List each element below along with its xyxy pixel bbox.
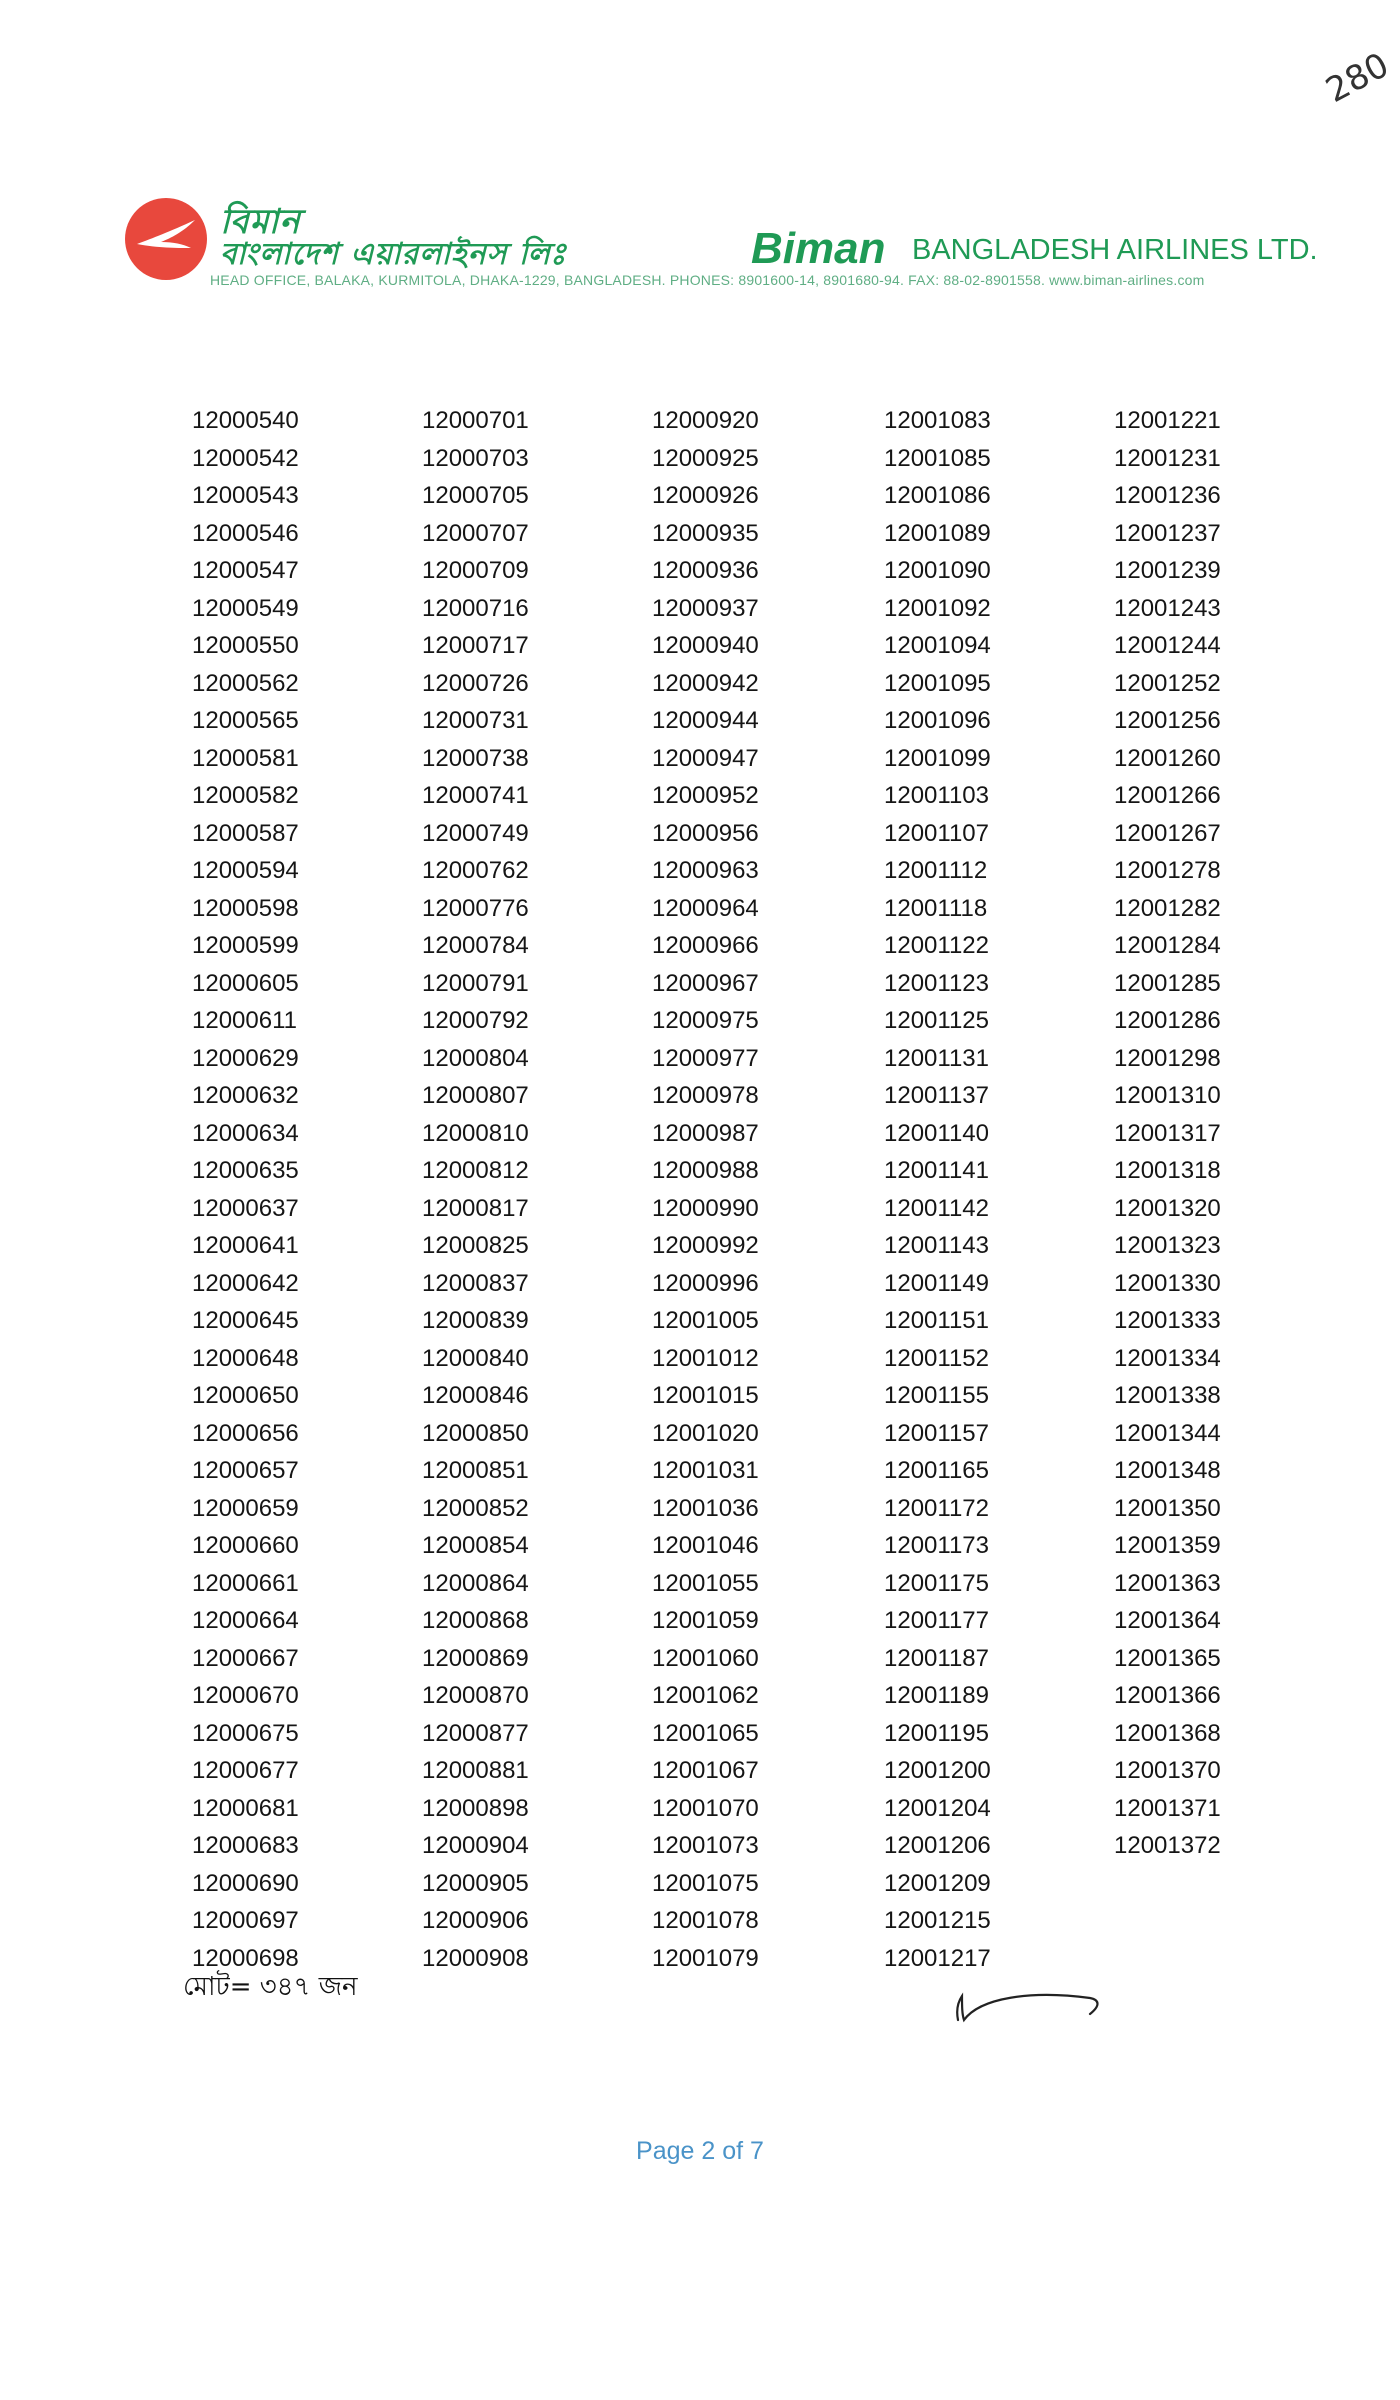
id-number: 12000791	[422, 969, 529, 997]
id-number: 12001122	[884, 932, 989, 959]
id-number: 12001107	[884, 819, 989, 847]
id-number: 12000543	[192, 482, 299, 509]
id-number: 12000698	[192, 1944, 299, 1972]
id-number: 12001344	[1114, 1419, 1221, 1447]
id-number: 12000731	[422, 707, 529, 734]
id-number: 12001149	[884, 1269, 989, 1297]
id-number: 12001200	[884, 1757, 991, 1784]
id-number: 12000717	[422, 632, 529, 659]
id-number: 12001067	[652, 1757, 759, 1784]
id-number: 12000642	[192, 1269, 299, 1297]
id-number: 12000792	[422, 1007, 529, 1034]
id-number: 12000988	[652, 1157, 759, 1184]
id-number: 12000776	[422, 894, 529, 922]
id-number: 12000956	[652, 819, 759, 847]
biman-logo-icon	[125, 198, 207, 280]
id-number: 12000677	[192, 1757, 299, 1784]
id-number: 12001209	[884, 1869, 991, 1897]
id-number: 12001260	[1114, 744, 1221, 772]
id-number: 12001092	[884, 594, 991, 622]
id-number: 12001318	[1114, 1157, 1221, 1184]
id-number: 12001157	[884, 1419, 989, 1447]
id-number: 12001231	[1114, 444, 1221, 472]
id-number: 12000846	[422, 1382, 529, 1409]
id-number: 12001046	[652, 1532, 759, 1559]
id-number: 12000947	[652, 744, 759, 772]
id-number: 12001285	[1114, 969, 1221, 997]
id-number: 12001036	[652, 1494, 759, 1522]
id-number: 12000701	[422, 407, 529, 434]
id-number: 12000707	[422, 519, 529, 547]
id-number: 12001206	[884, 1832, 991, 1859]
id-number: 12001359	[1114, 1532, 1221, 1559]
id-number: 12000996	[652, 1269, 759, 1297]
id-number: 12000920	[652, 407, 759, 434]
id-number: 12000547	[192, 557, 299, 584]
id-number: 12000935	[652, 519, 759, 547]
id-number: 12001172	[884, 1494, 989, 1522]
id-number: 12001317	[1114, 1119, 1221, 1147]
head-office-address: HEAD OFFICE, BALAKA, KURMITOLA, DHAKA-1229, BANGLADESH. PHONES: 8901600-14, 8901680-94. FAX: 88-02-8901558. www.biman-airlines.com	[210, 272, 1205, 288]
id-number: 12001078	[652, 1907, 759, 1934]
id-number: 12001173	[884, 1532, 989, 1559]
id-number: 12000648	[192, 1344, 299, 1372]
id-number: 12001112	[884, 857, 988, 884]
id-number: 12000837	[422, 1269, 529, 1297]
id-number: 12001089	[884, 519, 991, 547]
id-number: 12001348	[1114, 1457, 1221, 1484]
id-number: 12001195	[884, 1719, 989, 1747]
id-number: 12001177	[884, 1607, 989, 1634]
id-number: 12000975	[652, 1007, 759, 1034]
id-number: 12001065	[652, 1719, 759, 1747]
id-number: 12000637	[192, 1194, 299, 1222]
id-number: 12001086	[884, 482, 991, 509]
id-number: 12001256	[1114, 707, 1221, 734]
id-number: 12000812	[422, 1157, 529, 1184]
id-number: 12001267	[1114, 819, 1221, 847]
id-number: 12000944	[652, 707, 759, 734]
id-number: 12000966	[652, 932, 759, 959]
id-number: 12000987	[652, 1119, 759, 1147]
id-number: 12001244	[1114, 632, 1221, 659]
id-number: 12001075	[652, 1869, 759, 1897]
id-number: 12000817	[422, 1194, 529, 1222]
id-number: 12001370	[1114, 1757, 1221, 1784]
id-number: 12000937	[652, 594, 759, 622]
id-number: 12000705	[422, 482, 529, 509]
id-number: 12001152	[884, 1344, 989, 1372]
id-number: 12000690	[192, 1869, 299, 1897]
id-number: 12000908	[422, 1944, 529, 1972]
id-number: 12001215	[884, 1907, 991, 1934]
id-number: 12001095	[884, 669, 991, 697]
id-number: 12000675	[192, 1719, 299, 1747]
id-number: 12000660	[192, 1532, 299, 1559]
id-number: 12000870	[422, 1682, 529, 1709]
id-number: 12000992	[652, 1232, 759, 1259]
id-number: 12001175	[884, 1569, 989, 1597]
id-number: 12001371	[1114, 1794, 1221, 1822]
id-number: 12000851	[422, 1457, 529, 1484]
id-number: 12000716	[422, 594, 529, 622]
id-column-2	[422, 402, 622, 1977]
signature	[940, 1980, 1110, 2035]
id-number: 12000565	[192, 707, 299, 734]
id-number: 12000546	[192, 519, 299, 547]
id-number: 12001252	[1114, 669, 1221, 697]
id-number: 12000936	[652, 557, 759, 584]
id-number: 12001123	[884, 969, 989, 997]
id-number: 12000869	[422, 1644, 529, 1672]
id-number: 12000877	[422, 1719, 529, 1747]
id-number: 12000681	[192, 1794, 299, 1822]
id-number: 12000726	[422, 669, 529, 697]
id-number: 12001015	[652, 1382, 759, 1409]
id-number: 12000634	[192, 1119, 299, 1147]
id-number: 12001131	[884, 1044, 989, 1072]
id-number: 12001079	[652, 1944, 759, 1972]
id-number: 12001266	[1114, 782, 1221, 809]
id-number: 12001118	[884, 894, 988, 922]
id-number: 12000784	[422, 932, 529, 959]
id-number: 12001298	[1114, 1044, 1221, 1072]
id-number: 12001142	[884, 1194, 989, 1222]
id-number: 12000641	[192, 1232, 299, 1259]
id-number: 12000854	[422, 1532, 529, 1559]
total-count: মোট= ৩৪৭ জন	[183, 1972, 358, 2002]
id-number: 12000632	[192, 1082, 299, 1109]
id-number: 12000635	[192, 1157, 299, 1184]
id-number: 12000738	[422, 744, 529, 772]
id-number: 12001073	[652, 1832, 759, 1859]
id-number: 12001237	[1114, 519, 1221, 547]
id-number: 12000703	[422, 444, 529, 472]
id-number: 12000942	[652, 669, 759, 697]
id-number: 12001099	[884, 744, 991, 772]
id-number: 12001338	[1114, 1382, 1221, 1409]
id-number: 12000661	[192, 1569, 299, 1597]
id-number: 12001334	[1114, 1344, 1221, 1372]
id-number: 12000839	[422, 1307, 529, 1334]
id-number: 12000804	[422, 1044, 529, 1072]
page-footer: Page 2 of 7	[636, 2137, 764, 2165]
id-number: 12001350	[1114, 1494, 1221, 1522]
id-number: 12001062	[652, 1682, 759, 1709]
id-number: 12000940	[652, 632, 759, 659]
id-number: 12000904	[422, 1832, 529, 1859]
id-number: 12001165	[884, 1457, 989, 1484]
id-column-3	[652, 402, 852, 1977]
id-number: 12001286	[1114, 1007, 1221, 1034]
id-number: 12001031	[652, 1457, 759, 1484]
id-number: 12000645	[192, 1307, 299, 1334]
id-number: 12000967	[652, 969, 759, 997]
id-number: 12001137	[884, 1082, 989, 1109]
id-number: 12000549	[192, 594, 299, 622]
id-number: 12000925	[652, 444, 759, 472]
id-number: 12000562	[192, 669, 299, 697]
letterhead	[125, 190, 1318, 300]
id-number: 12000542	[192, 444, 299, 472]
id-number: 12001282	[1114, 894, 1221, 922]
id-number: 12000868	[422, 1607, 529, 1634]
id-number: 12001083	[884, 407, 991, 434]
id-number: 12001059	[652, 1607, 759, 1634]
id-column-5	[1114, 402, 1314, 1865]
id-number: 12001125	[884, 1007, 989, 1034]
id-number: 12001143	[884, 1232, 989, 1259]
id-number: 12001236	[1114, 482, 1221, 509]
id-number: 12001055	[652, 1569, 759, 1597]
id-number: 12001103	[884, 782, 989, 809]
id-number: 12001187	[884, 1644, 989, 1672]
id-number: 12001140	[884, 1119, 989, 1147]
id-number: 12001094	[884, 632, 991, 659]
id-number: 12001368	[1114, 1719, 1221, 1747]
id-number: 12001365	[1114, 1644, 1221, 1672]
id-number: 12000667	[192, 1644, 299, 1672]
id-number: 12000594	[192, 857, 299, 884]
brand-name: Biman	[751, 224, 886, 273]
id-number: 12000582	[192, 782, 299, 809]
id-number: 12001217	[884, 1944, 991, 1972]
id-number: 12001005	[652, 1307, 759, 1334]
id-number: 12000629	[192, 1044, 299, 1072]
id-number: 12000850	[422, 1419, 529, 1447]
id-number: 12000906	[422, 1907, 529, 1934]
bangla-name-line-2: বাংলাদেশ এয়ারলাইনস লিঃ	[220, 237, 567, 272]
id-number: 12001372	[1114, 1832, 1221, 1859]
id-number: 12000741	[422, 782, 529, 809]
id-number: 12000709	[422, 557, 529, 584]
id-number: 12000810	[422, 1119, 529, 1147]
id-number: 12000977	[652, 1044, 759, 1072]
id-number: 12001090	[884, 557, 991, 584]
handwritten-page-number: 280	[1319, 45, 1396, 111]
id-number: 12000952	[652, 782, 759, 809]
id-number: 12001330	[1114, 1269, 1221, 1297]
id-number: 12001141	[884, 1157, 989, 1184]
id-number: 12001085	[884, 444, 991, 472]
id-number: 12000762	[422, 857, 529, 884]
bangla-name-line-1: বিমান	[220, 202, 301, 242]
id-number: 12000881	[422, 1757, 529, 1784]
id-number: 12000683	[192, 1832, 299, 1859]
id-number: 12001333	[1114, 1307, 1221, 1334]
id-number: 12000599	[192, 932, 299, 959]
id-number: 12001278	[1114, 857, 1221, 884]
company-name: BANGLADESH AIRLINES LTD.	[912, 234, 1318, 266]
id-number: 12000650	[192, 1382, 299, 1409]
id-number: 12001364	[1114, 1607, 1221, 1634]
id-number: 12001012	[652, 1344, 759, 1372]
id-number: 12000864	[422, 1569, 529, 1597]
id-number: 12000749	[422, 819, 529, 847]
id-number: 12001070	[652, 1794, 759, 1822]
id-number: 12000990	[652, 1194, 759, 1222]
id-number: 12000807	[422, 1082, 529, 1109]
id-number: 12001155	[884, 1382, 989, 1409]
id-number: 12000598	[192, 894, 299, 922]
id-number: 12001366	[1114, 1682, 1221, 1709]
id-number: 12001221	[1114, 407, 1221, 434]
id-number: 12000964	[652, 894, 759, 922]
id-number: 12001151	[884, 1307, 989, 1334]
id-number: 12000611	[192, 1007, 297, 1034]
id-number: 12001020	[652, 1419, 759, 1447]
id-number: 12001204	[884, 1794, 991, 1822]
id-number: 12001310	[1114, 1082, 1221, 1109]
id-number: 12001323	[1114, 1232, 1221, 1259]
id-number: 12000605	[192, 969, 299, 997]
id-column-4	[884, 402, 1084, 1977]
id-number: 12001243	[1114, 594, 1221, 622]
id-number: 12000656	[192, 1419, 299, 1447]
id-number: 12000670	[192, 1682, 299, 1709]
id-number: 12000852	[422, 1494, 529, 1522]
id-number: 12001060	[652, 1644, 759, 1672]
id-number: 12000657	[192, 1457, 299, 1484]
id-number: 12000659	[192, 1494, 299, 1522]
id-number: 12000840	[422, 1344, 529, 1372]
id-number: 12000587	[192, 819, 299, 847]
id-number: 12001363	[1114, 1569, 1221, 1597]
id-number: 12001284	[1114, 932, 1221, 959]
id-number: 12000905	[422, 1869, 529, 1897]
id-number: 12000926	[652, 482, 759, 509]
id-number: 12000963	[652, 857, 759, 884]
id-number: 12000825	[422, 1232, 529, 1259]
id-number: 12000978	[652, 1082, 759, 1109]
id-number: 12001189	[884, 1682, 989, 1709]
id-number: 12000898	[422, 1794, 529, 1822]
id-column-1	[192, 402, 392, 1977]
id-number: 12000697	[192, 1907, 299, 1934]
id-number: 12000540	[192, 407, 299, 434]
id-number: 12001096	[884, 707, 991, 734]
id-number: 12001320	[1114, 1194, 1221, 1222]
id-number: 12000581	[192, 744, 299, 772]
id-number: 12000664	[192, 1607, 299, 1634]
id-number: 12000550	[192, 632, 299, 659]
id-number: 12001239	[1114, 557, 1221, 584]
